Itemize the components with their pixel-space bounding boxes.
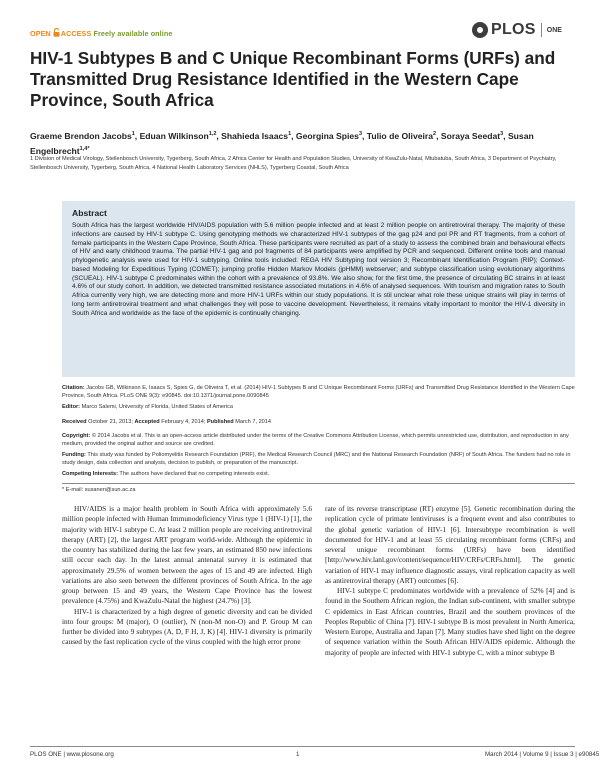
body-paragraph: HIV-1 is characterized by a high degree of genetic diversity and can be divided into four groups: M (major), O (outlier), N (non-M non-O) and P. Group M can further be divided into 9 subtypes (A, D, F H, J, K) [4]. HIV-1 diversity is primarily caused by the fast replication cycle of the virus coupled with the high error prone xyxy=(62,606,312,647)
corresponding-email: * E-mail: susanen@sun.ac.za xyxy=(62,487,136,493)
author-name: Susan Engelbrecht xyxy=(30,130,534,156)
competing-label: Competing Interests: xyxy=(62,471,118,477)
author-separator: , xyxy=(503,130,508,141)
author-affiliation-marker: 1,4* xyxy=(79,145,90,152)
author-name: Shahieda Isaacs xyxy=(221,130,289,141)
author-affiliation-marker: 2 xyxy=(433,131,437,137)
competing-interests xyxy=(62,471,575,479)
published-label: Published xyxy=(206,419,234,425)
plos-circle-icon xyxy=(472,22,488,38)
body-column-left xyxy=(62,504,312,648)
funding-text: This study was funded by Poliomyelitis Research Foundation (PRF), the Medical Research Council (MRC) and the National Research Foundation (NRF) of South Africa. The funders had no role in study design, data collection and analysis, decision to publish, or preparation of the manuscript. xyxy=(62,452,571,466)
copyright-text: © 2014 Jacobs et al. This is an open-access article distributed under the terms of the Creative Commons Attribution License, which permits unrestricted use, distribution, and reproduction in any medium, provided the original author and source are credited. xyxy=(62,433,569,447)
author-separator: , xyxy=(216,130,222,141)
affiliations: 1 Division of Medical Virology, Stellenbosch University, Tygerberg, South Africa, 2 Africa Center for Health and Population Studies, University of KwaZulu-Natal, Mtubatuba, South Africa, 3 Department of Psychiatry, Stellenbosch University, Tygerberg, South Africa, 4 National Health Laboratory Services (NHLS), Tygerberg Coastal, South Africa xyxy=(30,156,557,171)
editor-label: Editor: xyxy=(62,404,81,410)
author-affiliation-marker: 1 xyxy=(288,131,292,137)
accepted-label: Accepted xyxy=(134,419,160,425)
dates xyxy=(62,419,575,427)
funding-label: Funding: xyxy=(62,452,86,458)
meta-divider xyxy=(62,483,575,484)
plos-wordmark: PLOS xyxy=(491,21,536,38)
open-label: OPEN xyxy=(30,29,51,38)
citation-label: Citation: xyxy=(62,385,85,391)
footer-journal: PLOS ONE | www.plosone.org xyxy=(30,751,114,758)
author-name: Soraya Seedat xyxy=(440,130,501,141)
open-lock-icon xyxy=(53,28,60,37)
footer-divider xyxy=(30,746,575,747)
citation xyxy=(62,385,575,400)
freely-available-label: Freely available online xyxy=(93,29,173,38)
editor xyxy=(62,404,575,412)
author-list xyxy=(30,128,575,158)
access-label: ACCESS xyxy=(60,29,92,38)
editor-text: Marco Salemi, University of Florida, United States of America xyxy=(81,404,233,410)
competing-text: The authors have declared that no competing interests exist. xyxy=(119,471,270,477)
abstract-box xyxy=(62,201,575,377)
citation-text: Jacobs GB, Wilkinson E, Isaacs S, Spies G, de Oliveira T, et al. (2014) HIV-1 Subtypes B and C Unique Recombinant Forms (URFs) and Transmitted Drug Resistance Identified in the Western Cape Province, South Africa. PLoS ONE 9(3): e90845. doi:10.1371/journal.pone.0090845 xyxy=(62,385,575,399)
plos-one-logo xyxy=(472,20,562,40)
author-affiliation-marker: 3 xyxy=(500,131,504,137)
abstract-text: South Africa has the largest worldwide HIV/AIDS population with 5.6 million people infected and at least 2 million people on antiretroviral therapy. The majority of these infections are caused by HIV-1 subtype C. Using genotyping methods we characterized HIV-1 subtypes of the gag p24 and pol PR and RT fragments, from a cohort of female participants in the Western Cape Province, South Africa. These participants were recruited as part of a study to assess the combined brain and behavioural effects of HIV and early childhood trauma. The partial HIV-1 gag and pol fragments of 84 participants were amplified by PCR and sequenced. Different online tools and manual phylogenetic analysis were used for HIV-1 subtyping. Online tools included: REGA HIV Subtyping tool version 3; Recombinant Identification Program (RIP); Context-based Modeling for Expeditious Typing (COMET); jumping profile Hidden Markov Models (jpHMM) webserver; and subtype classification using evolutionary algorithms (SCUEAL). HIV-1 subtype C predominates within the cohort with a prevalence of 93.8%. We also show, for the first time, the presence of circulating BC strains in at least 4.6% of our study cohort. In addition, we detected transmitted resistance associated mutations in 4.6% of analysed sequences. With tourism and migration rates to South Africa currently very high, we are detecting more and more HIV-1 URFs within our study populations. It is stil unclear what role these unique strains will play in terms of long term antiretroviral treatment and what challenges they will pose to vaccine development. Nevertheless, it remains vitally important to monitor the HIV-1 diversity in South Africa and worldwide as the face of the epidemic is continually changing. xyxy=(72,222,565,317)
author-separator: , xyxy=(291,130,296,141)
author-affiliation-marker: 1,2 xyxy=(208,131,217,137)
body-paragraph: HIV/AIDS is a major health problem in South Africa with approximately 5.6 million people infected with Human Immunodeficiency Virus type 1 (HIV-1) [1], the majority with HIV-1 subtype C. At least 2 million people are receiving antiretroviral therapy (ART) [2], the largest ART program world-wide. Although the epidemic in the country has stabilized during the last few years, an estimated 850 new infections still occur each day. In the latest annual antenatal survey it is estimated that approximately 29.5% of women between the ages of 15 and 49 are infected. High variations are also seen between the different provinces of South Africa. In the age group between 15 and 49 years, the Western Cape Province has the lowest prevalence (4.75%) and KwaZulu-Natal the highest (24.7%) [3]. xyxy=(62,504,312,606)
author-affiliation-marker: 1 xyxy=(131,131,135,137)
published-date: March 7, 2014 xyxy=(235,419,272,425)
article-title: HIV-1 Subtypes B and C Unique Recombinant Forms (URFs) and Transmitted Drug Resistance Identified in the Western Cape Province, South Africa xyxy=(30,48,556,110)
body-paragraph: HIV-1 subtype C predominates worldwide with a prevalence of 52% [4] and is found in the Southern African region, the Indian sub-continent, with smaller subtype C epidemics in East African countries, Brazil and the southern provinces of the Peoples Republic of China [7]. HIV-1 subtype B is most prevalent in North America, Western Europe, Australia and Japan [7]. Many studies have shed light on the degree of sequence variation within the South African HIV/AIDS epidemic. Although the majority of people are infected with HIV-1 subtype C, with a minor subtype B xyxy=(325,586,575,657)
page-number: 1 xyxy=(296,751,300,758)
author-separator: , xyxy=(436,130,441,141)
author-name: Tulio de Oliveira xyxy=(366,130,434,141)
author-separator: , xyxy=(362,130,367,141)
body-column-right xyxy=(325,504,575,658)
received-label: Received xyxy=(62,419,87,425)
author-name: Eduan Wilkinson xyxy=(139,130,209,141)
footer-issue: March 2014 | Volume 9 | Issue 3 | e90845 xyxy=(485,751,600,758)
copyright-label: Copyright: xyxy=(62,433,91,439)
funding xyxy=(62,452,575,467)
one-wordmark: ONE xyxy=(546,26,562,34)
copyright xyxy=(62,433,575,448)
body-paragraph: rate of its reverse transcriptase (RT) enzyme [5]. Genetic recombination during the replication cycle of primate lentiviruses is a frequent event and also contributes to the global genetic variation of HIV-1 [6]. Intersubtype recombination is well documented for HIV-1 and at least 55 circulating recombinant forms (CRFs) and several unique recombinant forms (URFs) have been identified [http://www.hiv.lanl.gov/content/sequence/HIV/CRFs/CRFs.html]. The genetic variation of HIV-1 may influence diagnostic assays, viral replication capacity as well as antiretroviral therapy (ART) outcomes [6]. xyxy=(325,504,575,585)
author-affiliation-marker: 3 xyxy=(358,131,363,137)
abstract-heading: Abstract xyxy=(72,208,107,218)
author-name: Graeme Brendon Jacobs xyxy=(30,130,132,141)
author-name: Georgina Spies xyxy=(295,130,359,141)
accepted-date: February 4, 2014; xyxy=(161,419,206,425)
open-access-banner xyxy=(30,28,172,38)
author-separator: , xyxy=(134,130,140,141)
received-date: October 21, 2013; xyxy=(88,419,133,425)
logo-divider xyxy=(541,23,542,37)
